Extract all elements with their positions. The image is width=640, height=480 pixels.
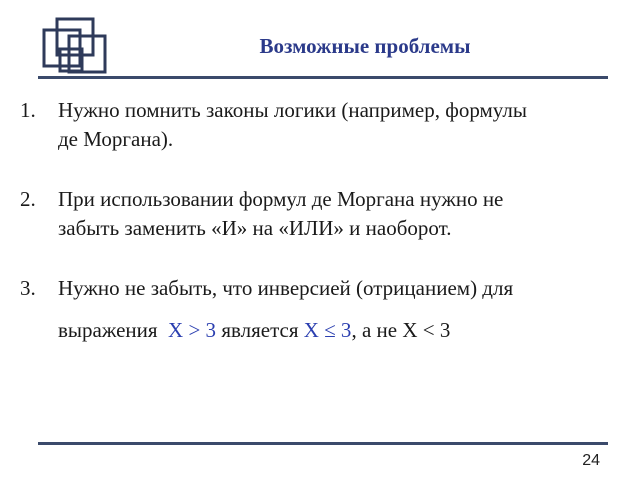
list-item-text <box>58 274 628 345</box>
list-item-number: 2. <box>20 187 36 211</box>
list-item-number: 3. <box>20 276 36 300</box>
list-item-line: Нужно помнить законы логики (например, формулы <box>58 98 527 122</box>
page-number: 24 <box>582 452 600 469</box>
list-item-line: забыть заменить «И» на «ИЛИ» и наоборот. <box>58 216 452 240</box>
bottom-divider <box>38 442 608 445</box>
list-item-line-expression <box>58 316 628 345</box>
list-item-line: При использовании формул де Моргана нужно не <box>58 187 504 211</box>
expression-inverse: X ≤ 3 <box>303 318 352 342</box>
expression-suffix: , а не X < 3 <box>351 318 451 342</box>
list-item-line: де Моргана). <box>58 127 174 151</box>
list-item-text <box>58 185 628 243</box>
expression-prefix: выражения <box>58 318 169 342</box>
expression-original: X > 3 <box>168 318 217 342</box>
expression-middle: является <box>216 318 304 342</box>
list-item-number: 1. <box>20 98 36 122</box>
slide-title: Возможные проблемы <box>259 34 471 58</box>
list-item-line: Нужно не забыть, что инверсией (отрицанием) для <box>58 276 514 300</box>
top-divider <box>38 76 608 79</box>
list-item-text <box>58 96 628 154</box>
overlapping-squares-logo-icon <box>0 0 120 80</box>
